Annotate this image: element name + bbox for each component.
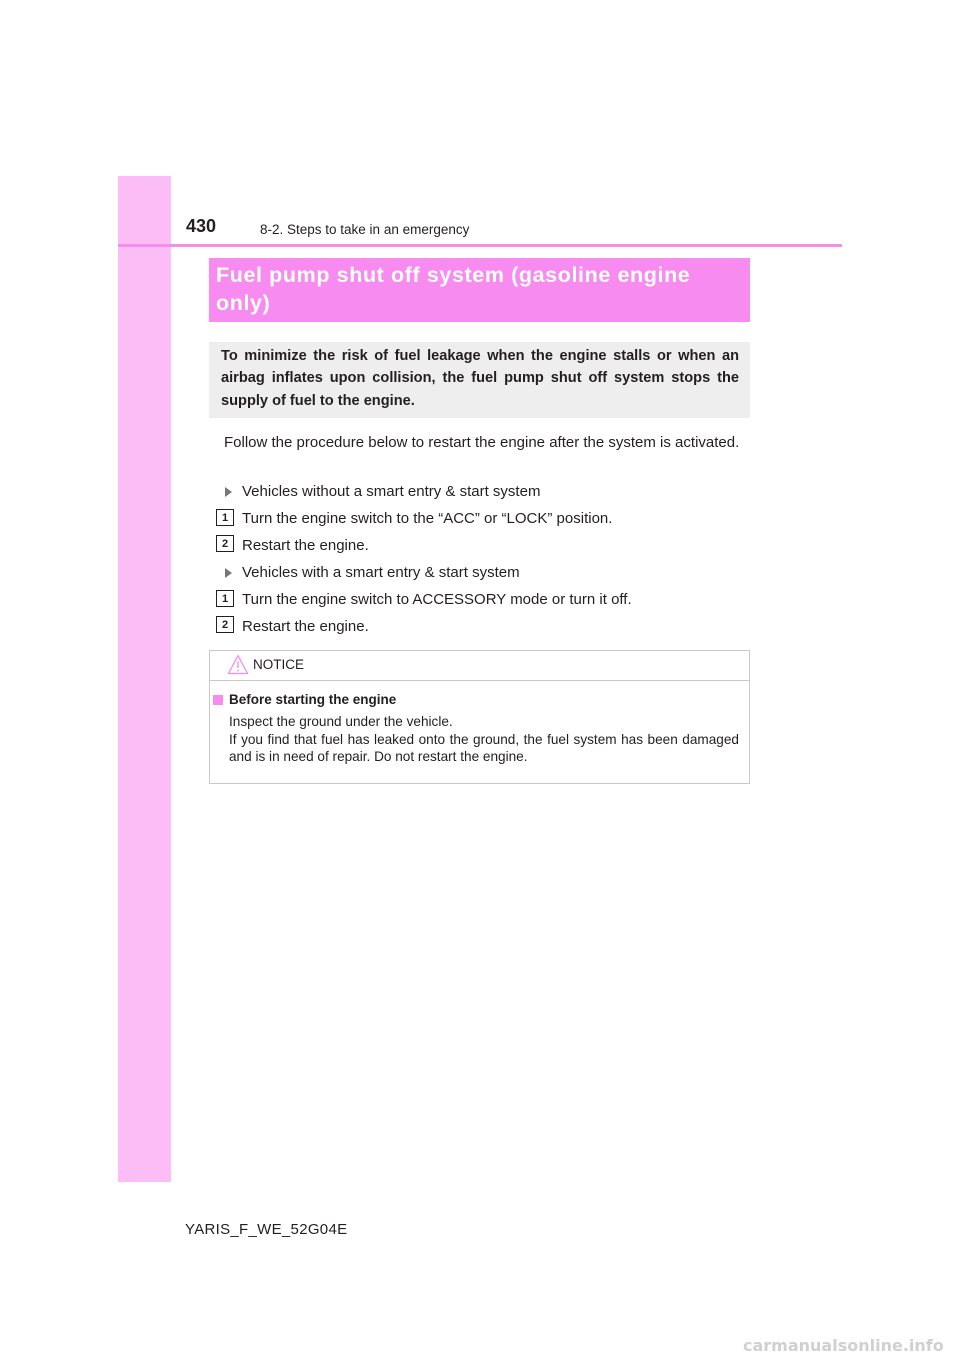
section-title-line-2: only) [216, 291, 271, 315]
step-number-badge: 2 [216, 535, 234, 552]
arrow-bullet-icon [225, 568, 232, 578]
section-reference: 8-2. Steps to take in an emergency [260, 222, 470, 237]
procedure-heading-1: Vehicles without a smart entry & start system [242, 483, 541, 500]
step-text: Restart the engine. [242, 618, 369, 635]
header-rule [118, 244, 842, 247]
notice-subheading-text: Before starting the engine [229, 692, 397, 707]
notice-header [210, 651, 749, 681]
notice-text: Inspect the ground under the vehicle. If you find that fuel has leaked onto the ground, the fuel system has been damaged and is in need of repair. Do not restart the engine. [229, 714, 739, 764]
procedure-heading-2: Vehicles with a smart entry & start system [242, 564, 520, 581]
summary-text: To minimize the risk of fuel leakage when the engine stalls or when an airbag inflates upon collision, the fuel pump shut off system stops the supply of fuel to the engine. [221, 348, 739, 409]
step-number-badge: 1 [216, 509, 234, 526]
document-code: YARIS_F_WE_52G04E [185, 1221, 348, 1238]
step-number-badge: 1 [216, 590, 234, 607]
watermark: carmanualsonline.info [743, 1336, 944, 1355]
side-band [118, 176, 171, 1182]
page-number: 430 [186, 216, 217, 236]
step-text: Turn the engine switch to ACCESSORY mode or turn it off. [242, 591, 632, 608]
summary-box [209, 342, 750, 418]
notice-label: NOTICE [253, 657, 305, 672]
warning-triangle-icon [227, 654, 249, 675]
notice-subheading [213, 692, 396, 707]
section-title [209, 258, 750, 322]
notice-box [209, 650, 750, 784]
square-bullet-icon [213, 695, 223, 705]
step-text: Turn the engine switch to the “ACC” or “LOCK” position. [242, 510, 613, 527]
arrow-bullet-icon [225, 487, 232, 497]
intro-paragraph: Follow the procedure below to restart the engine after the system is activated. [224, 434, 740, 451]
section-title-line-1: Fuel pump shut off system (gasoline engine [216, 263, 691, 287]
step-text: Restart the engine. [242, 537, 369, 554]
step-number-badge: 2 [216, 616, 234, 633]
